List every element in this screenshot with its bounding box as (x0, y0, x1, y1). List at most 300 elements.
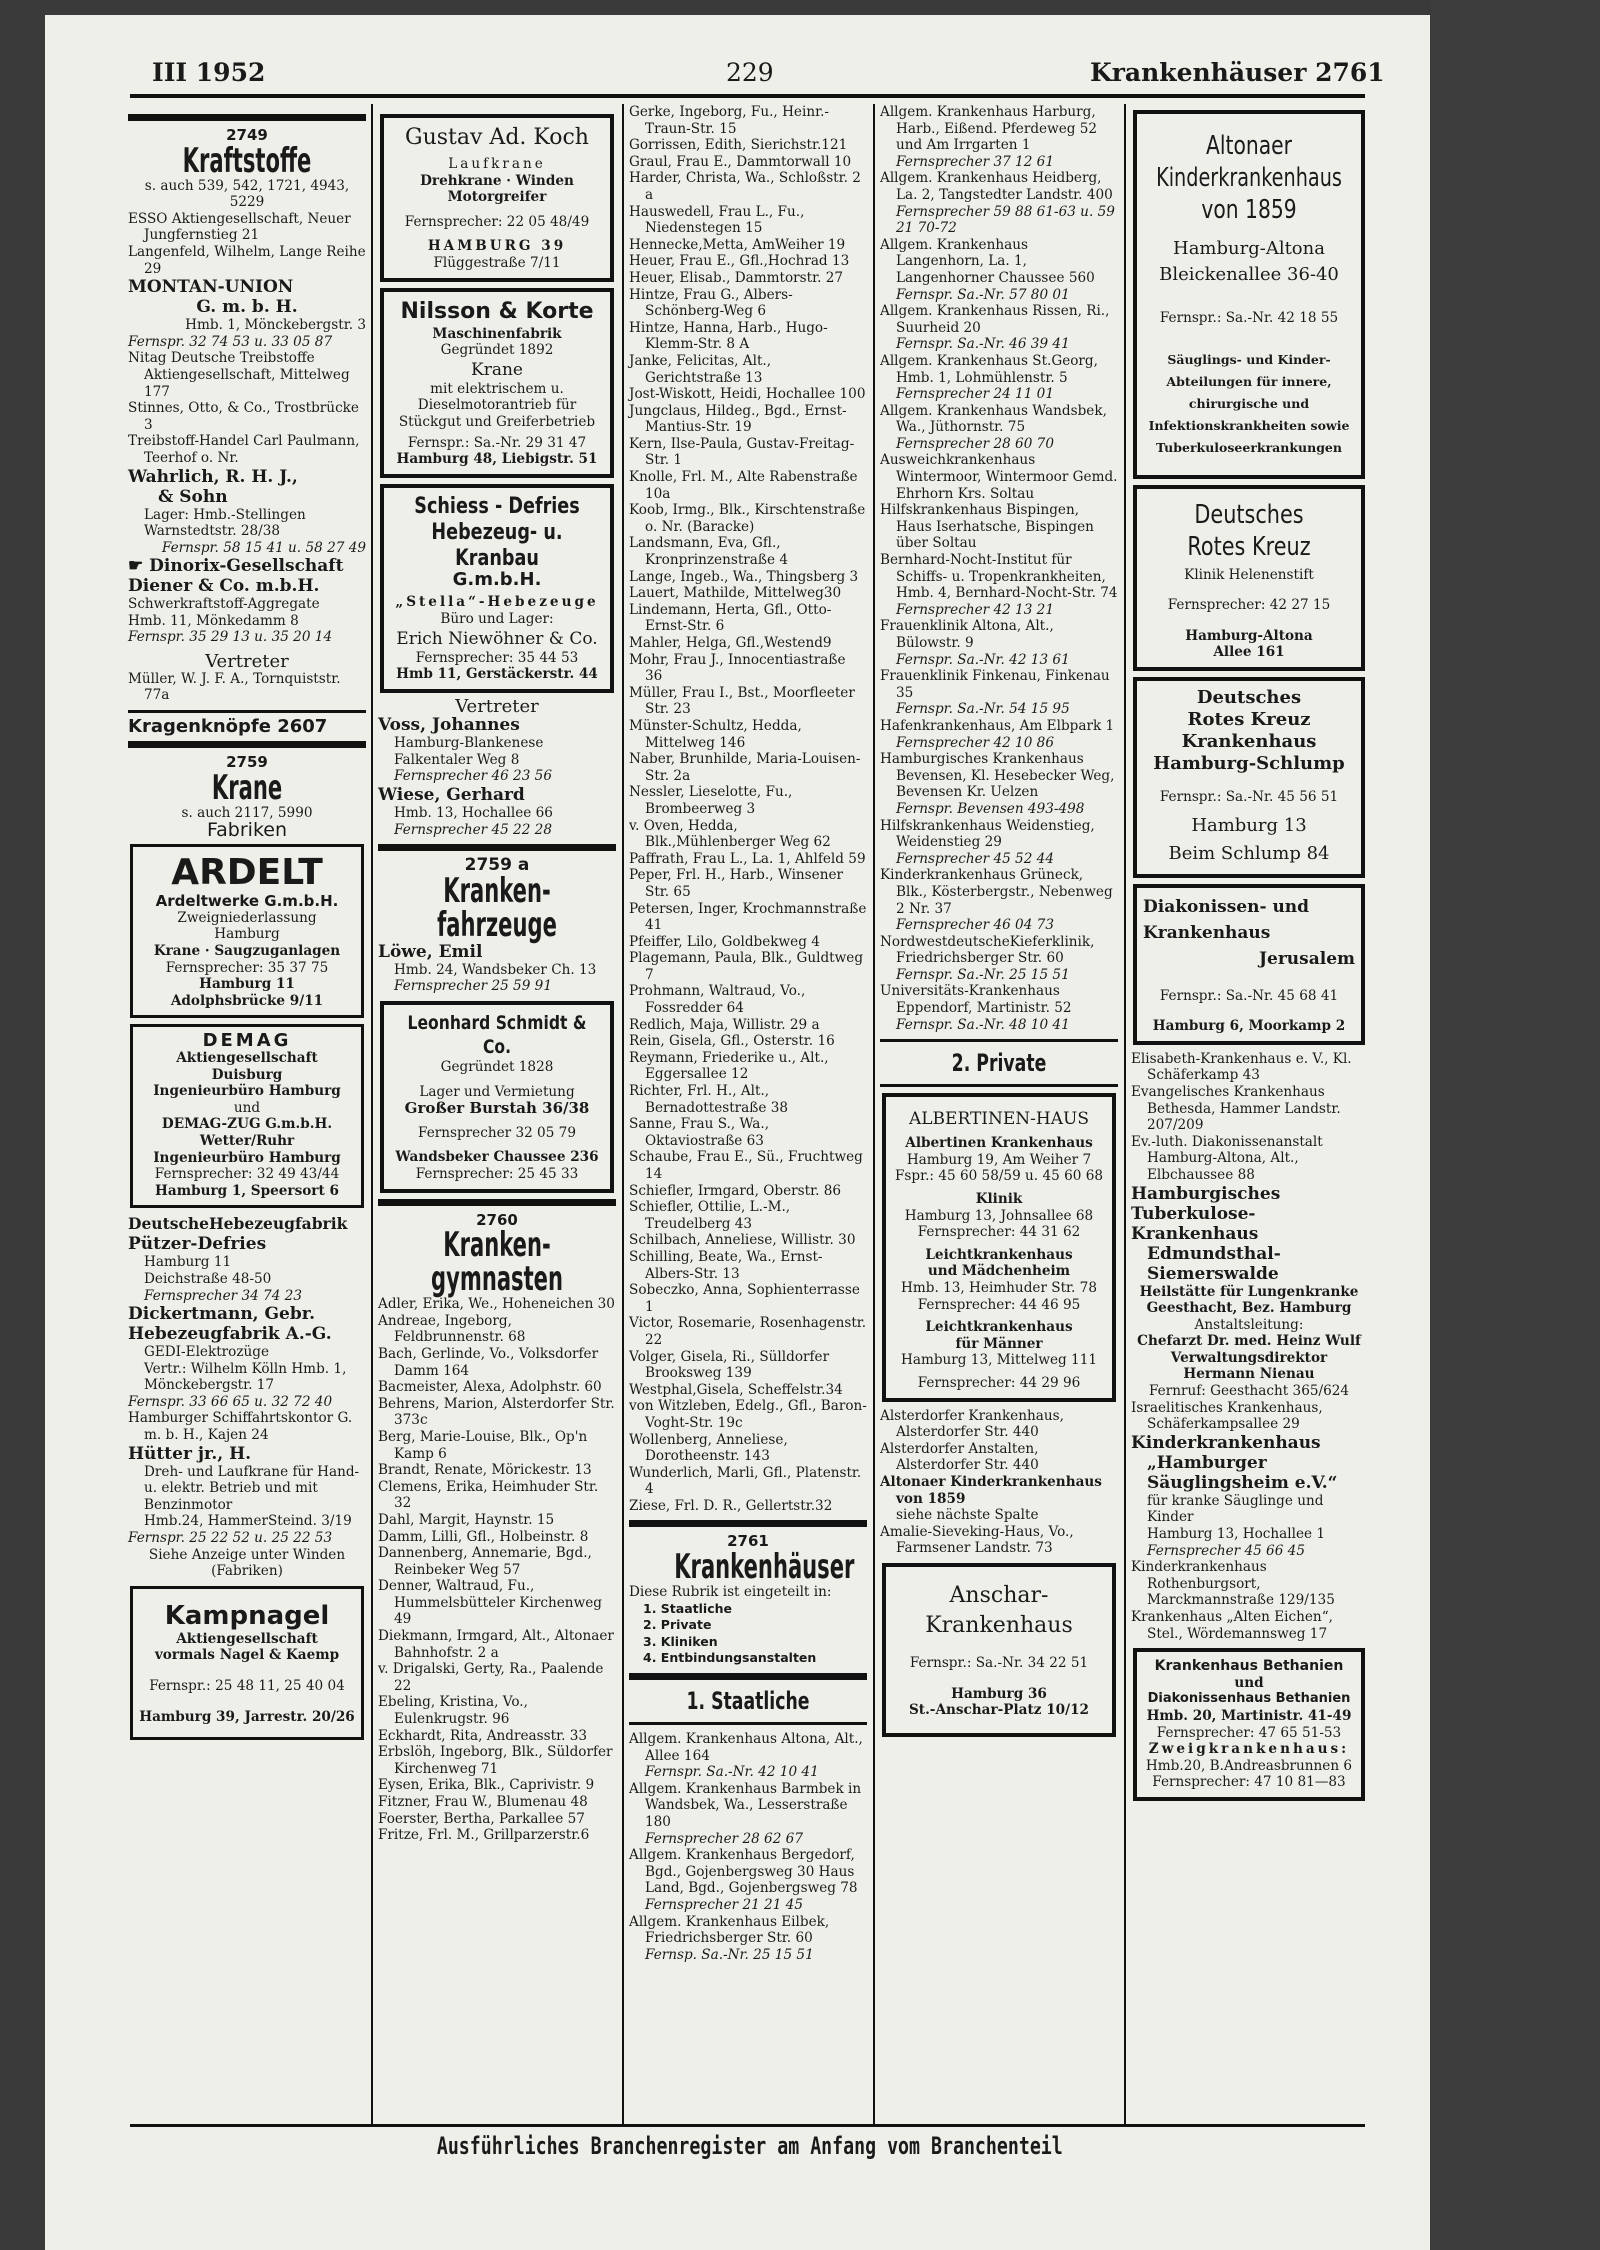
hospital-phone: Fernspr. Sa.-Nr. 46 39 41 (896, 336, 1070, 353)
list-item: Nitag Deutsche Treibstoffe Aktiengesellschaft, Mittelweg 177 (128, 350, 350, 400)
ad-line: Fernspr.: 25 48 11, 25 40 04 (149, 1678, 345, 1694)
ad-line: und (233, 1099, 261, 1116)
list-item: Lange, Ingeb., Wa., Thingsberg 3 (629, 568, 859, 585)
list-item: Lauert, Mathilde, Mittelweg30 (629, 585, 842, 602)
ad-line: Fernsprecher: 47 65 51-53 (1156, 1724, 1342, 1741)
list-item: Israelitisches Krankenhaus, Schäferkampsallee 29 (1131, 1399, 1323, 1433)
section-title: Krane (211, 768, 283, 809)
firm-detail: Dreh- und Laufkrane für Hand- u. elektr. Betrieb und mit Benzinmotor (144, 1463, 360, 1513)
ad-line: Hmb. 13, Heimhuder Str. 78 (901, 1280, 1097, 1296)
list-item: Heuer, Elisab., Dammtorstr. 27 (629, 269, 844, 286)
hospital-entry: Allgem. Krankenhaus St.Georg, Hmb. 1, Lohmühlenstr. 5 (880, 352, 1098, 386)
hospital-phone: Fernsp. Sa.-Nr. 25 15 51 (645, 1946, 814, 1963)
hospital-entry: Allgem. Krankenhaus Rissen, Ri., Suurheid 20 (880, 303, 1110, 336)
firm-phone: Fernruf: Geesthacht 365/624 (1148, 1383, 1350, 1400)
list-item: Petersen, Inger, Krochmannstraße 41 (629, 900, 867, 934)
ad-line: Fspr.: 45 60 58/59 u. 45 60 68 (894, 1168, 1103, 1185)
list-item: Hamburger Schiffahrtskontor G. m. b. H., Kajen 24 (128, 1410, 353, 1444)
firm-detail: Schwerkraftstoff-Aggregate (128, 596, 320, 613)
section-title: Kranken- (443, 870, 551, 911)
list-item: Mohr, Frau J., Innocentiastraße 36 (629, 651, 846, 685)
list-item: Brandt, Renate, Mörickestr. 13 (378, 1462, 592, 1479)
ad-line: Leichtkrankenhaus (925, 1319, 1073, 1336)
ad-title: Anschar- (949, 1582, 1049, 1608)
firm-name: Dinorix-Gesellschaft (149, 556, 344, 577)
firm-name: Kinderkrankenhaus (1131, 1432, 1321, 1453)
hospital-entry: Hamburgisches Krankenhaus Bevensen, Kl. Hesebecker Weg, Bevensen Kr. Uelzen (880, 751, 1115, 801)
ad-line: Hmb.20, B.Andreasbrunnen 6 (1145, 1757, 1353, 1774)
list-item: ESSO Aktiengesellschaft, Neuer Jungfernstieg 21 (128, 210, 351, 244)
ad-title: Diakonissen- und (1143, 896, 1310, 917)
hospital-phone: Fernsprecher 28 60 70 (896, 435, 1054, 452)
firm-name: Diener & Co. m.b.H. (128, 576, 320, 597)
hospital-entry: Hilfskrankenhaus Weidenstieg, Weidenstieg 29 (880, 817, 1095, 851)
column-4 (880, 104, 1118, 1743)
list-item: Elisabeth-Krankenhaus e. V., Kl. Schäferkamp 43 (1131, 1050, 1352, 1084)
ad-line: für Männer (955, 1335, 1043, 1352)
ad-line: Fernsprecher: 42 27 15 (1167, 597, 1331, 614)
hospital-entry: Bernhard-Nocht-Institut für Schiffs- u. Tropenkrankheiten, Hmb. 4, Bernhard-Nocht-Str. 74 (880, 552, 1118, 602)
ad-line: Drehkrane · Winden (420, 172, 574, 189)
ad-line: Beim Schlump 84 (1168, 842, 1330, 864)
ad-ardelt (130, 844, 364, 1018)
ad-line: Hamburg 19, Am Weiher 7 (906, 1151, 1092, 1168)
ad-line: mit elektrischem u. Dieselmotorantrieb für Stückgut und Greiferbetrieb (398, 380, 596, 430)
column-rule (371, 104, 373, 2124)
ad-title: Krankenhaus (1143, 922, 1271, 943)
ad-line: Erich Niewöhner & Co. (396, 628, 598, 649)
ad-line: Klinik (975, 1191, 1023, 1208)
ad-line: Hamburg 48, Liebigstr. 51 (396, 451, 598, 468)
hospital-phone: Fernsprecher 21 21 45 (645, 1896, 803, 1913)
hospital-phone: Fernsprecher 59 88 61-63 u. 59 21 70-72 (896, 203, 1115, 237)
ad-title: Krankenhaus (1181, 730, 1317, 752)
hospital-phone: Fernsprecher 28 62 67 (645, 1830, 803, 1847)
list-item: Denner, Waltraud, Fu., Hummelsbütteler Kirchenweg 49 (378, 1578, 602, 1628)
list-item: Dahl, Margit, Haynstr. 15 (378, 1511, 555, 1528)
list-item: Volger, Gisela, Ri., Sülldorfer Brooksweg 139 (629, 1348, 830, 1382)
ad-title: Deutsches (1194, 499, 1304, 530)
firm-name: & Sohn (158, 486, 228, 507)
ad-altonaer-kinderkrankenhaus (1133, 110, 1365, 479)
ad-title: Diakonissenhaus Bethanien (1147, 1691, 1351, 1707)
list-item: Dannenberg, Annemarie, Bgd., Reinbeker Weg 57 (378, 1545, 592, 1578)
ad-line: Flüggestraße 7/11 (433, 254, 561, 271)
hospital-phone: Fernspr. Sa.-Nr. 25 15 51 (896, 966, 1070, 983)
divider (880, 1039, 1118, 1042)
ad-line: Hmb. 20, Martinistr. 41-49 (1146, 1707, 1352, 1724)
hospital-phone: Fernsprecher 37 12 61 (896, 153, 1054, 170)
section-title: Kranken- (443, 1225, 551, 1266)
list-item: Kern, Ilse-Paula, Gustav-Freitag-Str. 1 (629, 435, 855, 469)
ad-line: Hamburg 13, Mittelweg 111 (900, 1352, 1097, 1369)
ad-title: DEMAG (202, 1030, 292, 1052)
ad-line: Adolphsbrücke 9/11 (170, 992, 324, 1009)
scan-border (1430, 0, 1600, 2250)
list-item: v. Oven, Hedda, Blk.,Mühlenberger Weg 62 (629, 817, 831, 851)
divider (629, 1722, 867, 1725)
ad-koch (380, 114, 614, 282)
hospital-list (880, 104, 1118, 1033)
column-rule (1124, 104, 1126, 2124)
list-item: Berg, Marie-Louise, Blk., Op'n Kamp 6 (378, 1428, 588, 1462)
hospital-list (629, 1731, 867, 1963)
firm-name: Hütter jr., H. (128, 1443, 252, 1464)
rubric-item: 3. Kliniken (643, 1633, 718, 1649)
ad-line: Ingenieurbüro Hamburg (153, 1083, 341, 1100)
firm-name: „Hamburger Säuglingsheim e.V.“ (1147, 1452, 1338, 1493)
ad-line: Fernsprecher: 47 10 81—83 (1152, 1774, 1346, 1791)
column-3 (629, 104, 867, 1963)
ad-line: Fernsprecher: 35 44 53 (415, 649, 579, 666)
list-item: Knolle, Frl. M., Alte Rabenstraße 10a (629, 469, 858, 502)
ad-line: St.-Anschar-Platz 10/12 (908, 1702, 1090, 1719)
ad-title: Hebezeug- u. Kranbau (431, 519, 563, 571)
firm-name: Dickertmann, Gebr. (128, 1304, 316, 1325)
section-number: 2759 (226, 753, 268, 772)
list-item: Pfeiffer, Lilo, Goldbekweg 4 (629, 933, 820, 950)
ad-line: Hamburg 39, Jarrestr. 20/26 (139, 1708, 355, 1725)
ad-title: Jerusalem (1258, 948, 1355, 969)
firm-name: Edmundsthal-Siemerswalde (1147, 1243, 1281, 1284)
list-item: Langenfeld, Wilhelm, Lange Reihe 29 (128, 243, 366, 277)
ad-line: und (1234, 1674, 1264, 1691)
ad-line: Fernsprecher: 44 29 96 (917, 1374, 1081, 1391)
list-item: Redlich, Maja, Willistr. 29 a (629, 1016, 820, 1033)
firm-phone: Fernspr. 35 29 13 u. 35 20 14 (128, 629, 333, 646)
list-item: Gorrissen, Edith, Sierichstr.121 (629, 137, 848, 154)
firm-detail: Heilstätte für Lungenkranke (1139, 1283, 1359, 1300)
list-item: Richter, Frl. H., Alt., Bernadottestraße 38 (629, 1083, 789, 1116)
section-title: Kraftstoffe (182, 140, 312, 181)
list-item: Kinderkrankenhaus Rothenburgsort, Marckmannstraße 129/135 (1131, 1559, 1335, 1609)
firm-detail: Verwaltungsdirektor (1170, 1349, 1328, 1366)
ad-anschar (882, 1563, 1116, 1737)
hospital-entry: Ausweichkrankenhaus Wintermoor, Wintermoor Gemd. Ehrhorn Krs. Soltau (880, 452, 1118, 502)
firm-name: MONTAN-UNION (128, 277, 294, 298)
ad-line: Fernspr.: Sa.-Nr. 42 18 55 (1159, 310, 1339, 326)
hospital-entry: Frauenklinik Finkenau, Finkenau 35 (880, 668, 1110, 701)
list-item: Peper, Frl. H., Harb., Winsener Str. 65 (629, 867, 843, 900)
hospital-entry: Allgem. Krankenhaus Wandsbek, Wa., Jüthornstr. 75 (880, 402, 1107, 436)
ad-line: Krane · Saugzuganlagen (153, 943, 341, 959)
list-item: Paffrath, Frau L., La. 1, Ahlfeld 59 (629, 850, 866, 867)
divider (880, 1084, 1118, 1087)
hospital-phone: Fernspr. Sa.-Nr. 54 15 95 (896, 701, 1070, 718)
ad-line: Hamburg 13, Johnsallee 68 (904, 1207, 1094, 1224)
rubric-item: 4. Entbindungsanstalten (643, 1650, 817, 1666)
header-right: Krankenhäuser 2761 (1090, 58, 1385, 87)
ad-line: Hamburg 11 (199, 976, 295, 993)
list-item: Plagemann, Paula, Blk., Guldtweg 7 (629, 950, 864, 983)
rubric-intro: Diese Rubrik ist eingeteilt in: (629, 1584, 832, 1601)
ad-line: Fernspr.: Sa.-Nr. 29 31 47 (407, 434, 587, 451)
ad-line: Fernspr.: Sa.-Nr. 45 56 51 (1159, 788, 1339, 805)
bottom-rule (130, 2124, 1365, 2127)
ad-line: Aktiengesellschaft Duisburg (176, 1049, 318, 1083)
firm-address: Hamburg 11 (144, 1254, 232, 1271)
hospital-entry: Allgem. Krankenhaus Altona, Alt., Allee 164 (629, 1731, 863, 1764)
ad-line: Lager und Vermietung (419, 1083, 575, 1100)
hospital-phone: Fernspr. Sa.-Nr. 48 10 41 (896, 1016, 1070, 1033)
section-number: 2761 (727, 1532, 769, 1551)
ad-line: und Mädchenheim (927, 1263, 1071, 1280)
list-item: Krankenhaus „Alten Eichen“, Stel., Wördemannsweg 17 (1131, 1609, 1333, 1642)
hospital-entry: Kinderkrankenhaus Grüneck, Blk., Kösterbergstr., Nebenweg 2 Nr. 37 (880, 867, 1113, 917)
ad-title: Kinderkrankenhaus (1156, 163, 1342, 193)
list-item: Erbslöh, Ingeborg, Blk., Süldorfer Kirchenweg 71 (378, 1744, 613, 1777)
hand-pointer-icon: ☛ (128, 556, 150, 577)
section-title: Krankenhäuser (674, 1547, 855, 1588)
list-item: Nessler, Lieselotte, Fu., Brombeerweg 3 (629, 784, 793, 817)
ad-line: Hmb 11, Gerstäckerstr. 44 (396, 666, 598, 683)
ad-line: DEMAG-ZUG G.m.b.H. (161, 1116, 333, 1133)
list-item: Sobeczko, Anna, Sophienterrasse 1 (629, 1282, 860, 1315)
ad-line: Fernsprecher: 25 45 33 (415, 1166, 579, 1182)
ad-line: Wandsbeker Chaussee 236 (395, 1149, 599, 1166)
ad-line: „Stella“-Hebezeuge (395, 594, 599, 611)
ad-line: Zweigniederlassung (177, 909, 317, 926)
hospital-phone: Fernsprecher 45 52 44 (896, 850, 1054, 867)
hospital-entry: Hafenkrankenhaus, Am Elbpark 1 (880, 717, 1115, 734)
list-item: Sanne, Frau S., Wa., Oktaviostraße 63 (629, 1116, 770, 1149)
section-bar (629, 1673, 867, 1680)
hospital-entry: Allgem. Krankenhaus Eilbek, Friedrichsberger Str. 60 (629, 1913, 830, 1947)
list-item: Landsmann, Eva, Gfl., Kronprinzenstraße 4 (629, 535, 788, 569)
hospital-entry: Allgem. Krankenhaus Bergedorf, Bgd., Gojenbergsweg 30 Haus Land, Bgd., Gojenbergsweg 78 (629, 1847, 858, 1897)
list-item: Mahler, Helga, Gfl.,Westend9 (629, 635, 832, 651)
ad-drk-schlump (1133, 677, 1365, 878)
cross-reference: Kragenknöpfe 2607 (128, 715, 328, 737)
ad-line: Großer Burstah 36/38 (404, 1099, 590, 1118)
ad-line: Wetter/Ruhr (199, 1132, 295, 1149)
hospital-entry: Frauenklinik Altona, Alt., Bülowstr. 9 (880, 618, 1054, 651)
subheading: Vertreter (205, 651, 289, 673)
list-item: Ebeling, Kristina, Vo., Eulenkrugstr. 96 (378, 1694, 528, 1728)
list-item: Ev.-luth. Diakonissenanstalt Hamburg-Altona, Alt., Elbchaussee 88 (1131, 1133, 1323, 1183)
hospital-phone: Fernspr. Bevensen 493-498 (896, 800, 1085, 817)
ad-line: Fernsprecher: 35 37 75 (165, 959, 329, 976)
ad-title: Schiess - Defries (414, 493, 580, 519)
list-item: Victor, Rosemarie, Rosenhagenstr. 22 (629, 1315, 867, 1348)
ad-line: Fernsprecher: 32 49 43/44 (154, 1166, 340, 1183)
list-item: Schaube, Frau E., Sü., Fruchtweg 14 (629, 1149, 863, 1182)
ad-line: Klinik Helenenstift (1184, 566, 1314, 583)
ad-title: ARDELT (171, 852, 323, 894)
section-number: 2749 (226, 126, 268, 144)
hospital-phone: Fernspr. Sa.-Nr. 42 10 41 (645, 1764, 819, 1781)
firm-address: Hamburg 13, Hochallee 1 (1147, 1526, 1326, 1543)
section-bar (378, 844, 616, 851)
ad-line: Hamburg-Altona (1173, 238, 1325, 259)
ad-schmidt (380, 1001, 614, 1193)
list-item: Damm, Lilli, Gfl., Holbeinstr. 8 (378, 1528, 589, 1545)
ad-title: Altonaer (1206, 131, 1292, 161)
list-item: Hintze, Frau G., Albers-Schönberg-Weg 6 (629, 286, 793, 320)
firm-address: Lager: Hmb.-Stellingen Warnstedtstr. 28/38 (144, 506, 306, 540)
subsection-title: 1. Staatliche (686, 1687, 810, 1716)
list-item: Graul, Frau E., Dammtorwall 10 (629, 153, 852, 170)
ad-line: Hamburg (214, 926, 280, 943)
list-item: Wunderlich, Marli, Gfl., Platenstr. 4 (629, 1464, 862, 1498)
list-item: Reymann, Friederike u., Alt., Eggersallee 12 (629, 1049, 829, 1083)
list-item: Harder, Christa, Wa., Schloßstr. 2 a (629, 170, 861, 203)
list-item: Diekmann, Irmgard, Alt., Altonaer Bahnhofstr. 2 a (378, 1628, 614, 1661)
hospital-entry: Allgem. Krankenhaus Heidberg, La. 2, Tangstedter Landstr. 400 (880, 170, 1113, 203)
ad-drk-helenenstift (1133, 485, 1365, 671)
list-item: Naber, Brunhilde, Maria-Louisen-Str. 2a (629, 751, 861, 784)
ad-line: Krane (471, 359, 523, 380)
list-item: Fritze, Frl. M., Grillparzerstr.6 (378, 1827, 590, 1844)
list-item: Eckhardt, Rita, Andreasstr. 33 (378, 1727, 588, 1744)
hospital-entry: Allgem. Krankenhaus Langenhorn, La. 1, Langenhorner Chaussee 560 (880, 236, 1095, 286)
ad-line: HAMBURG 39 (427, 238, 567, 255)
list-item: von Witzleben, Edelg., Gfl., Baron-Voght-Str. 19c (629, 1398, 867, 1431)
ad-line: Säuglings- und Kinder-Abteilungen für innere, chirurgische und Infektionskrankheiten sowie Tuberkuloseerkrankungen (1148, 351, 1350, 455)
section-bar (629, 1520, 867, 1527)
firm-phone: Fernspr. 25 22 52 u. 25 22 53 (128, 1530, 333, 1547)
list-item: Schilling, Beate, Wa., Ernst-Albers-Str. 13 (629, 1248, 823, 1282)
list-item: Adler, Erika, We., Hoheneichen 30 (378, 1296, 615, 1313)
firm-phone: Fernspr. 58 15 41 u. 58 27 49 (161, 539, 366, 556)
hospital-phone: Fernsprecher 42 13 21 (896, 601, 1054, 618)
firm-phone: Fernsprecher 45 22 28 (394, 821, 552, 838)
list-item: Schiefler, Ottilie, L.-M., Treudelberg 43 (629, 1199, 791, 1232)
ad-title: ALBERTINEN-HAUS (908, 1109, 1089, 1130)
ad-subtitle: Ardeltwerke G.m.b.H. (155, 892, 339, 911)
firm-address: Hmb. 24, Wandsbeker Ch. 13 (394, 961, 597, 978)
ad-line: Fernsprecher 32 05 79 (418, 1124, 576, 1141)
firm-phone: Fernsprecher 25 59 91 (394, 978, 552, 995)
ad-line: Gegründet 1828 (440, 1059, 554, 1076)
ad-line: Gegründet 1892 (440, 342, 554, 359)
section-number: 2759 a (464, 855, 530, 876)
ad-title: Rotes Kreuz (1187, 531, 1311, 562)
list-item: Westphal,Gisela, Scheffelstr.34 (629, 1381, 843, 1398)
hospital-entry: NordwestdeutscheKieferklinik, Friedrichsberger Str. 60 (880, 933, 1095, 967)
list-item: Hintze, Hanna, Harb., Hugo-Klemm-Str. 8 A (629, 319, 828, 353)
gymnast-list-cont (629, 104, 867, 1514)
rubric-item: 2. Private (643, 1617, 712, 1633)
firm-detail: für kranke Säuglinge und Kinder (1147, 1492, 1324, 1526)
firm-detail: Anstaltsleitung: (1194, 1316, 1304, 1333)
footer-note (140, 2132, 1360, 2160)
ad-title: Krankenhaus (925, 1612, 1073, 1638)
column-5 (1131, 104, 1367, 1807)
ad-title: Deutsches (1196, 686, 1302, 708)
column-2 (378, 108, 616, 1844)
cross-reference: siehe nächste Spalte (896, 1507, 1039, 1524)
list-item: Eysen, Erika, Blk., Caprivistr. 9 (378, 1777, 595, 1794)
ad-kampnagel (130, 1586, 364, 1740)
firm-detail: GEDI-Elektrozüge (144, 1344, 270, 1361)
ad-line: Hamburg 6, Moorkamp 2 (1152, 1018, 1346, 1035)
hospital-phone: Fernspr. Sa.-Nr. 42 13 61 (896, 651, 1070, 668)
list-item: Evangelisches Krankenhaus Bethesda, Hammer Landstr. 207/209 (1131, 1083, 1341, 1134)
ad-demag (130, 1024, 364, 1208)
ad-line: Ingenieurbüro Hamburg (153, 1149, 341, 1166)
list-item: Alsterdorfer Krankenhaus, Alsterdorfer Str. 440 (880, 1407, 1064, 1441)
ad-title: Hamburg-Schlump (1153, 752, 1345, 774)
list-item: Schiefler, Irmgard, Oberstr. 86 (629, 1182, 842, 1199)
ad-title: Kampnagel (164, 1600, 330, 1631)
ad-line: Aktiengesellschaft (176, 1630, 318, 1647)
list-item: v. Drigalski, Gerty, Ra., Paalende 22 (378, 1661, 604, 1694)
list-item: Heuer, Frau E., Gfl.,Hochrad 13 (629, 253, 850, 270)
list-item: Alsterdorfer Anstalten, Alsterdorfer Str. 440 (880, 1440, 1039, 1474)
firm-name: Hamburgisches Tuberkulose-Krankenhaus (1131, 1183, 1281, 1244)
hospital-phone: Fernspr. Sa.-Nr. 57 80 01 (896, 286, 1070, 303)
list-item: Hennecke,Metta, AmWeiher 19 (629, 236, 846, 253)
list-item: Wollenberg, Anneliese, Dorotheenstr. 143 (629, 1431, 788, 1465)
ad-line: Hamburg-Altona (1185, 627, 1313, 644)
ad-line: Fernspr.: Sa.-Nr. 45 68 41 (1159, 987, 1339, 1004)
subheading: Vertreter (455, 695, 539, 717)
list-item: Koob, Irmg., Blk., Kirschtenstraße o. Nr. (Baracke) (629, 502, 866, 535)
firm-detail: Chefarzt Dr. med. Heinz Wulf (1137, 1333, 1361, 1350)
hospital-entry: Hilfskrankenhaus Bispingen, Haus Iserhatsche, Bispingen über Soltau (880, 502, 1094, 552)
ad-line: Fernsprecher: 44 31 62 (917, 1224, 1081, 1241)
ad-line: Maschinenfabrik (432, 325, 562, 342)
ad-line: Fernsprecher: 22 05 48/49 (404, 213, 590, 230)
firm-phone: Fernsprecher 45 66 45 (1147, 1542, 1305, 1559)
list-item: Behrens, Marion, Alsterdorfer Str. 373c (378, 1395, 615, 1429)
ad-title: G.m.b.H. (452, 568, 542, 590)
ad-title: von 1859 (1201, 195, 1297, 225)
hospital-phone: Fernsprecher 46 04 73 (896, 917, 1054, 934)
firm-detail: Geesthacht, Bez. Hamburg (1146, 1300, 1352, 1317)
ad-line: Motorgreifer (447, 189, 547, 206)
list-item: Rein, Gisela, Gfl., Osterstr. 16 (629, 1033, 835, 1050)
firm-phone: Fernspr. 33 66 65 u. 32 72 40 (128, 1393, 333, 1410)
list-item: Müller, Frau I., Bst., Moorfleeter Str. 23 (629, 684, 855, 718)
ad-diakonissen-jerusalem (1133, 884, 1365, 1045)
ad-line: Fernspr.: Sa.-Nr. 34 22 51 (909, 1654, 1089, 1671)
firm-address: Deichstraße 48-50 (144, 1270, 272, 1287)
list-item: Stinnes, Otto, & Co., Trostbrücke 3 (128, 400, 359, 433)
hospital-entry: Allgem. Krankenhaus Harburg, Harb., Eißend. Pferdeweg 52 und Am Irrgarten 1 (880, 104, 1098, 154)
hospital-entry: Universitäts-Krankenhaus Eppendorf, Martinistr. 52 (880, 983, 1072, 1017)
hospital-phone: Fernsprecher 42 10 86 (896, 734, 1054, 751)
divider (128, 710, 366, 713)
ad-schiess (380, 484, 614, 693)
firm-name: Wiese, Gerhard (378, 785, 525, 806)
list-item: Gerke, Ingeborg, Fu., Heinr.-Traun-Str. 15 (629, 104, 829, 137)
ad-line: Bleickenallee 36-40 (1159, 264, 1339, 285)
firm-detail: Hermann Nienau (1183, 1366, 1315, 1383)
firm-name: Wahrlich, R. H. J., (128, 466, 298, 487)
ad-bethanien (1133, 1648, 1365, 1801)
gymnast-list (378, 1296, 616, 1844)
top-rule (130, 94, 1365, 98)
ad-nilsson (380, 288, 614, 478)
section-title: gymnasten (431, 1259, 563, 1300)
section-bar (128, 741, 366, 748)
column-1 (128, 108, 366, 1746)
list-item: Janke, Felicitas, Alt., Gerichtstraße 13 (629, 352, 772, 386)
firm-name: G. m. b. H. (196, 297, 298, 318)
rubric-item: 1. Staatliche (643, 1600, 732, 1616)
see-also: s. auch 2117, 5990 (181, 805, 313, 822)
firm-name: Voss, Johannes (378, 715, 520, 736)
list-item: Treibstoff-Handel Carl Paulmann, Teerhof o. Nr. (128, 433, 360, 466)
list-item: Bacmeister, Alexa, Adolphstr. 60 (378, 1379, 602, 1396)
firm-phone: Fernspr. 32 74 53 u. 33 05 87 (128, 333, 333, 350)
ad-title: Leonhard Schmidt & Co. (407, 1012, 587, 1059)
column-rule (873, 104, 875, 2124)
list-item: Hauswedell, Frau L., Fu., Niedenstegen 15 (629, 203, 805, 237)
hospital-entry: Allgem. Krankenhaus Barmbek in Wandsbek, Wa., Lesserstraße 180 (629, 1780, 862, 1830)
